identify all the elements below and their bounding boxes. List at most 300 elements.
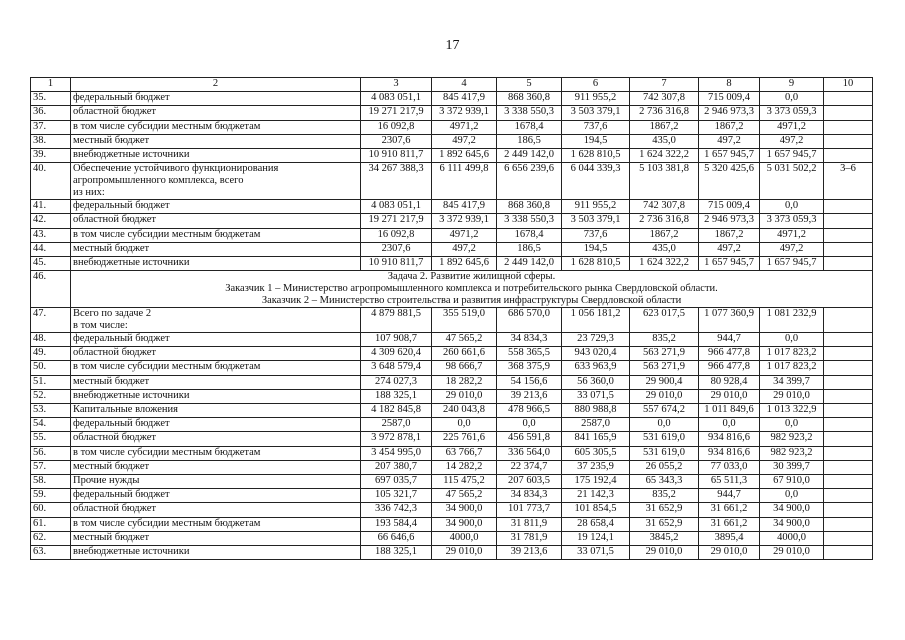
reference-cell <box>824 200 873 214</box>
row-name-line: областной бюджет <box>73 503 156 515</box>
value-cell: 435,0 <box>630 134 699 148</box>
value-cell: 2587,0 <box>562 418 630 432</box>
value-cell: 34 900,0 <box>432 503 497 517</box>
value-cell: 107 908,7 <box>361 333 432 347</box>
value-cell: 934 816,6 <box>699 446 760 460</box>
reference-cell <box>824 446 873 460</box>
row-number: 58. <box>31 474 71 488</box>
row-name-line: местный бюджет <box>73 460 150 472</box>
value-cell: 497,2 <box>699 242 760 256</box>
value-cell: 1867,2 <box>630 228 699 242</box>
table-row <box>31 308 873 333</box>
value-cell: 31 652,9 <box>630 503 699 517</box>
table-row <box>31 375 873 389</box>
table-row <box>31 389 873 403</box>
value-cell: 943 020,4 <box>562 347 630 361</box>
value-cell: 0,0 <box>760 418 824 432</box>
row-number: 55. <box>31 432 71 446</box>
value-cell: 34 900,0 <box>760 503 824 517</box>
reference-cell <box>824 531 873 545</box>
reference-cell <box>824 92 873 106</box>
value-cell: 934 816,6 <box>699 432 760 446</box>
section-title <box>71 271 873 308</box>
value-cell: 1 628 810,5 <box>562 148 630 162</box>
value-cell: 1 011 849,6 <box>699 404 760 418</box>
value-cell: 1 624 322,2 <box>630 256 699 270</box>
value-cell: 623 017,5 <box>630 308 699 333</box>
value-cell: 4 182 845,8 <box>361 404 432 418</box>
value-cell: 4971,2 <box>432 228 497 242</box>
row-name <box>71 163 361 200</box>
reference-cell <box>824 333 873 347</box>
table-row <box>31 361 873 375</box>
section-row <box>31 271 873 308</box>
value-cell: 186,5 <box>497 242 562 256</box>
value-cell: 0,0 <box>699 418 760 432</box>
row-name <box>71 503 361 517</box>
value-cell: 80 928,4 <box>699 375 760 389</box>
value-cell: 1 892 645,6 <box>432 148 497 162</box>
row-name-line: в том числе: <box>73 320 128 332</box>
value-cell: 22 374,7 <box>497 460 562 474</box>
value-cell: 186,5 <box>497 134 562 148</box>
row-name <box>71 333 361 347</box>
value-cell: 10 910 811,7 <box>361 148 432 162</box>
value-cell: 3 372 939,1 <box>432 214 497 228</box>
value-cell: 1 056 181,2 <box>562 308 630 333</box>
row-name-line: местный бюджет <box>73 134 150 146</box>
value-cell: 1867,2 <box>699 228 760 242</box>
row-name-line: Капитальные вложения <box>73 404 178 415</box>
value-cell: 207 380,7 <box>361 460 432 474</box>
value-cell: 1867,2 <box>699 120 760 134</box>
row-name-line: местный бюджет <box>73 375 150 387</box>
value-cell: 29 010,0 <box>699 389 760 403</box>
row-number: 47. <box>31 308 71 333</box>
value-cell: 14 282,2 <box>432 460 497 474</box>
row-name <box>71 446 361 460</box>
value-cell: 34 267 388,3 <box>361 163 432 200</box>
row-name <box>71 228 361 242</box>
value-cell: 868 360,8 <box>497 92 562 106</box>
value-cell: 3895,4 <box>699 531 760 545</box>
value-cell: 497,2 <box>699 134 760 148</box>
row-name <box>71 489 361 503</box>
table-row <box>31 446 873 460</box>
row-name-line: внебюджетные источники <box>73 545 190 557</box>
row-name <box>71 404 361 418</box>
value-cell: 2587,0 <box>361 418 432 432</box>
row-name <box>71 200 361 214</box>
value-cell: 193 584,4 <box>361 517 432 531</box>
row-name-line: из них: <box>73 187 105 199</box>
row-name-line: Обеспечение устойчивого функционирования <box>73 163 279 175</box>
table-row <box>31 531 873 545</box>
value-cell: 1678,4 <box>497 120 562 134</box>
value-cell: 531 619,0 <box>630 446 699 460</box>
row-name <box>71 432 361 446</box>
table-row <box>31 545 873 559</box>
table-header-row <box>31 78 873 92</box>
value-cell: 39 213,6 <box>497 545 562 559</box>
row-name-line: внебюджетные источники <box>73 256 190 268</box>
row-name-line: областной бюджет <box>73 432 156 444</box>
value-cell: 715 009,4 <box>699 92 760 106</box>
table-row <box>31 106 873 120</box>
value-cell: 2307,6 <box>361 134 432 148</box>
value-cell: 558 365,5 <box>497 347 562 361</box>
row-name-line: федеральный бюджет <box>73 200 170 212</box>
value-cell: 5 031 502,2 <box>760 163 824 200</box>
table-row <box>31 92 873 106</box>
value-cell: 911 955,2 <box>562 92 630 106</box>
table-row <box>31 214 873 228</box>
row-number: 36. <box>31 106 71 120</box>
value-cell: 982 923,2 <box>760 432 824 446</box>
reference-cell <box>824 418 873 432</box>
value-cell: 456 591,8 <box>497 432 562 446</box>
value-cell: 29 010,0 <box>760 389 824 403</box>
table-row <box>31 228 873 242</box>
value-cell: 34 834,3 <box>497 489 562 503</box>
row-name-line: федеральный бюджет <box>73 418 170 430</box>
value-cell: 742 307,8 <box>630 200 699 214</box>
value-cell: 835,2 <box>630 489 699 503</box>
reference-cell <box>824 214 873 228</box>
value-cell: 19 271 217,9 <box>361 214 432 228</box>
value-cell: 686 570,0 <box>497 308 562 333</box>
value-cell: 65 511,3 <box>699 474 760 488</box>
row-number: 50. <box>31 361 71 375</box>
reference-cell <box>824 474 873 488</box>
value-cell: 0,0 <box>432 418 497 432</box>
reference-cell <box>824 256 873 270</box>
value-cell: 34 900,0 <box>432 517 497 531</box>
row-number: 43. <box>31 228 71 242</box>
value-cell: 4 309 620,4 <box>361 347 432 361</box>
row-number: 42. <box>31 214 71 228</box>
value-cell: 3 503 379,1 <box>562 214 630 228</box>
row-name-line: областной бюджет <box>73 106 156 118</box>
value-cell: 77 033,0 <box>699 460 760 474</box>
value-cell: 966 477,8 <box>699 361 760 375</box>
value-cell: 355 519,0 <box>432 308 497 333</box>
value-cell: 4971,2 <box>432 120 497 134</box>
value-cell: 1 892 645,6 <box>432 256 497 270</box>
value-cell: 10 910 811,7 <box>361 256 432 270</box>
value-cell: 274 027,3 <box>361 375 432 389</box>
value-cell: 260 661,6 <box>432 347 497 361</box>
value-cell: 911 955,2 <box>562 200 630 214</box>
row-name-line: внебюджетные источники <box>73 148 190 160</box>
row-name <box>71 134 361 148</box>
header-cell: 5 <box>497 78 562 92</box>
value-cell: 497,2 <box>432 134 497 148</box>
row-name <box>71 418 361 432</box>
value-cell: 1 657 945,7 <box>699 148 760 162</box>
value-cell: 4 083 051,1 <box>361 200 432 214</box>
row-number: 52. <box>31 389 71 403</box>
row-name <box>71 148 361 162</box>
reference-cell <box>824 242 873 256</box>
row-number: 45. <box>31 256 71 270</box>
value-cell: 0,0 <box>760 200 824 214</box>
row-name <box>71 256 361 270</box>
row-number: 54. <box>31 418 71 432</box>
value-cell: 4971,2 <box>760 228 824 242</box>
value-cell: 31 661,2 <box>699 503 760 517</box>
value-cell: 497,2 <box>432 242 497 256</box>
value-cell: 3 338 550,3 <box>497 214 562 228</box>
value-cell: 3 373 059,3 <box>760 214 824 228</box>
row-name-line: Прочие нужды <box>73 474 140 486</box>
row-number: 61. <box>31 517 71 531</box>
value-cell: 16 092,8 <box>361 228 432 242</box>
value-cell: 497,2 <box>760 134 824 148</box>
table-row <box>31 134 873 148</box>
row-name <box>71 308 361 333</box>
value-cell: 944,7 <box>699 333 760 347</box>
reference-cell <box>824 545 873 559</box>
row-name-line: внебюджетные источники <box>73 389 190 401</box>
value-cell: 29 010,0 <box>630 389 699 403</box>
reference-cell <box>824 308 873 333</box>
value-cell: 563 271,9 <box>630 361 699 375</box>
value-cell: 0,0 <box>497 418 562 432</box>
header-cell: 8 <box>699 78 760 92</box>
value-cell: 737,6 <box>562 120 630 134</box>
value-cell: 3 373 059,3 <box>760 106 824 120</box>
table-body <box>31 78 873 560</box>
value-cell: 31 781,9 <box>497 531 562 545</box>
value-cell: 28 658,4 <box>562 517 630 531</box>
value-cell: 16 092,8 <box>361 120 432 134</box>
table-row <box>31 517 873 531</box>
page-number: 17 <box>445 38 460 53</box>
row-name <box>71 120 361 134</box>
value-cell: 1 657 945,7 <box>699 256 760 270</box>
table-row <box>31 432 873 446</box>
value-cell: 225 761,6 <box>432 432 497 446</box>
value-cell: 845 417,9 <box>432 92 497 106</box>
value-cell: 3 503 379,1 <box>562 106 630 120</box>
value-cell: 1 657 945,7 <box>760 148 824 162</box>
value-cell: 697 035,7 <box>361 474 432 488</box>
value-cell: 835,2 <box>630 333 699 347</box>
value-cell: 944,7 <box>699 489 760 503</box>
table-row <box>31 256 873 270</box>
reference-cell <box>824 432 873 446</box>
value-cell: 66 646,6 <box>361 531 432 545</box>
row-number: 39. <box>31 148 71 162</box>
value-cell: 98 666,7 <box>432 361 497 375</box>
row-number: 63. <box>31 545 71 559</box>
row-name-line: в том числе субсидии местным бюджетам <box>73 517 261 529</box>
row-name <box>71 242 361 256</box>
row-name-line: федеральный бюджет <box>73 333 170 345</box>
row-name <box>71 389 361 403</box>
value-cell: 3 972 878,1 <box>361 432 432 446</box>
row-name <box>71 347 361 361</box>
value-cell: 982 923,2 <box>760 446 824 460</box>
value-cell: 2 946 973,3 <box>699 106 760 120</box>
value-cell: 194,5 <box>562 134 630 148</box>
row-number: 35. <box>31 92 71 106</box>
table-row <box>31 404 873 418</box>
row-name <box>71 531 361 545</box>
value-cell: 1 013 322,9 <box>760 404 824 418</box>
table-row <box>31 503 873 517</box>
value-cell: 5 320 425,6 <box>699 163 760 200</box>
table-row <box>31 200 873 214</box>
value-cell: 240 043,8 <box>432 404 497 418</box>
value-cell: 34 399,7 <box>760 375 824 389</box>
reference-cell <box>824 489 873 503</box>
value-cell: 19 124,1 <box>562 531 630 545</box>
value-cell: 5 103 381,8 <box>630 163 699 200</box>
value-cell: 67 910,0 <box>760 474 824 488</box>
value-cell: 23 729,3 <box>562 333 630 347</box>
section-title-line: Заказчик 2 – Министерство строительства и развития инфраструктуры Свердловской области <box>261 295 682 307</box>
value-cell: 531 619,0 <box>630 432 699 446</box>
row-number: 38. <box>31 134 71 148</box>
header-cell: 2 <box>71 78 361 92</box>
value-cell: 742 307,8 <box>630 92 699 106</box>
value-cell: 880 988,8 <box>562 404 630 418</box>
table-row <box>31 418 873 432</box>
value-cell: 29 010,0 <box>630 545 699 559</box>
value-cell: 4000,0 <box>432 531 497 545</box>
reference-cell <box>824 148 873 162</box>
value-cell: 715 009,4 <box>699 200 760 214</box>
value-cell: 2 736 316,8 <box>630 106 699 120</box>
row-name-line: местный бюджет <box>73 531 150 543</box>
value-cell: 3845,2 <box>630 531 699 545</box>
row-number: 59. <box>31 489 71 503</box>
row-name-line: в том числе субсидии местным бюджетам <box>73 120 261 132</box>
value-cell: 1 624 322,2 <box>630 148 699 162</box>
value-cell: 6 111 499,8 <box>432 163 497 200</box>
table-row <box>31 148 873 162</box>
value-cell: 633 963,9 <box>562 361 630 375</box>
value-cell: 47 565,2 <box>432 489 497 503</box>
row-number: 48. <box>31 333 71 347</box>
reference-cell <box>824 389 873 403</box>
value-cell: 29 010,0 <box>699 545 760 559</box>
value-cell: 188 325,1 <box>361 545 432 559</box>
table-row <box>31 460 873 474</box>
value-cell: 3 372 939,1 <box>432 106 497 120</box>
header-cell: 3 <box>361 78 432 92</box>
value-cell: 29 010,0 <box>760 545 824 559</box>
value-cell: 868 360,8 <box>497 200 562 214</box>
header-cell: 10 <box>824 78 873 92</box>
table-row <box>31 474 873 488</box>
value-cell: 3 648 579,4 <box>361 361 432 375</box>
value-cell: 1 657 945,7 <box>760 256 824 270</box>
value-cell: 4 083 051,1 <box>361 92 432 106</box>
value-cell: 435,0 <box>630 242 699 256</box>
value-cell: 0,0 <box>630 418 699 432</box>
value-cell: 0,0 <box>760 333 824 347</box>
value-cell: 0,0 <box>760 92 824 106</box>
value-cell: 1 628 810,5 <box>562 256 630 270</box>
value-cell: 0,0 <box>760 489 824 503</box>
row-name <box>71 106 361 120</box>
reference-cell <box>824 347 873 361</box>
header-cell: 4 <box>432 78 497 92</box>
row-name <box>71 375 361 389</box>
row-number: 56. <box>31 446 71 460</box>
value-cell: 31 661,2 <box>699 517 760 531</box>
header-cell: 1 <box>31 78 71 92</box>
row-name-line: федеральный бюджет <box>73 489 170 501</box>
value-cell: 115 475,2 <box>432 474 497 488</box>
value-cell: 737,6 <box>562 228 630 242</box>
value-cell: 336 564,0 <box>497 446 562 460</box>
value-cell: 1678,4 <box>497 228 562 242</box>
value-cell: 37 235,9 <box>562 460 630 474</box>
reference-cell <box>824 361 873 375</box>
row-name-line: в том числе субсидии местным бюджетам <box>73 446 261 458</box>
table-row <box>31 242 873 256</box>
table-row <box>31 120 873 134</box>
value-cell: 29 010,0 <box>432 545 497 559</box>
value-cell: 34 900,0 <box>760 517 824 531</box>
value-cell: 31 652,9 <box>630 517 699 531</box>
reference-cell <box>824 375 873 389</box>
value-cell: 54 156,6 <box>497 375 562 389</box>
value-cell: 3 338 550,3 <box>497 106 562 120</box>
value-cell: 845 417,9 <box>432 200 497 214</box>
row-name <box>71 361 361 375</box>
value-cell: 1 081 232,9 <box>760 308 824 333</box>
value-cell: 63 766,7 <box>432 446 497 460</box>
value-cell: 4000,0 <box>760 531 824 545</box>
row-number: 40. <box>31 163 71 200</box>
row-number: 37. <box>31 120 71 134</box>
table-row <box>31 163 873 200</box>
value-cell: 21 142,3 <box>562 489 630 503</box>
section-title-line: Заказчик 1 – Министерство агропромышленного комплекса и потребительского рынка Свердловской области. <box>225 283 718 295</box>
value-cell: 65 343,3 <box>630 474 699 488</box>
value-cell: 19 271 217,9 <box>361 106 432 120</box>
row-number: 44. <box>31 242 71 256</box>
reference-cell <box>824 134 873 148</box>
value-cell: 34 834,3 <box>497 333 562 347</box>
row-number: 62. <box>31 531 71 545</box>
reference-cell: 3–6 <box>824 163 873 200</box>
value-cell: 30 399,7 <box>760 460 824 474</box>
reference-cell <box>824 517 873 531</box>
value-cell: 29 010,0 <box>432 389 497 403</box>
row-name-line: Всего по задаче 2 <box>73 308 152 320</box>
reference-cell <box>824 106 873 120</box>
row-name <box>71 517 361 531</box>
value-cell: 2 946 973,3 <box>699 214 760 228</box>
value-cell: 2 449 142,0 <box>497 148 562 162</box>
value-cell: 4971,2 <box>760 120 824 134</box>
value-cell: 557 674,2 <box>630 404 699 418</box>
value-cell: 4 879 881,5 <box>361 308 432 333</box>
row-name-line: местный бюджет <box>73 242 150 254</box>
table-row <box>31 347 873 361</box>
row-number: 46. <box>31 271 71 308</box>
row-name-line: областной бюджет <box>73 214 156 226</box>
row-name <box>71 474 361 488</box>
reference-cell <box>824 503 873 517</box>
value-cell: 1 017 823,2 <box>760 361 824 375</box>
